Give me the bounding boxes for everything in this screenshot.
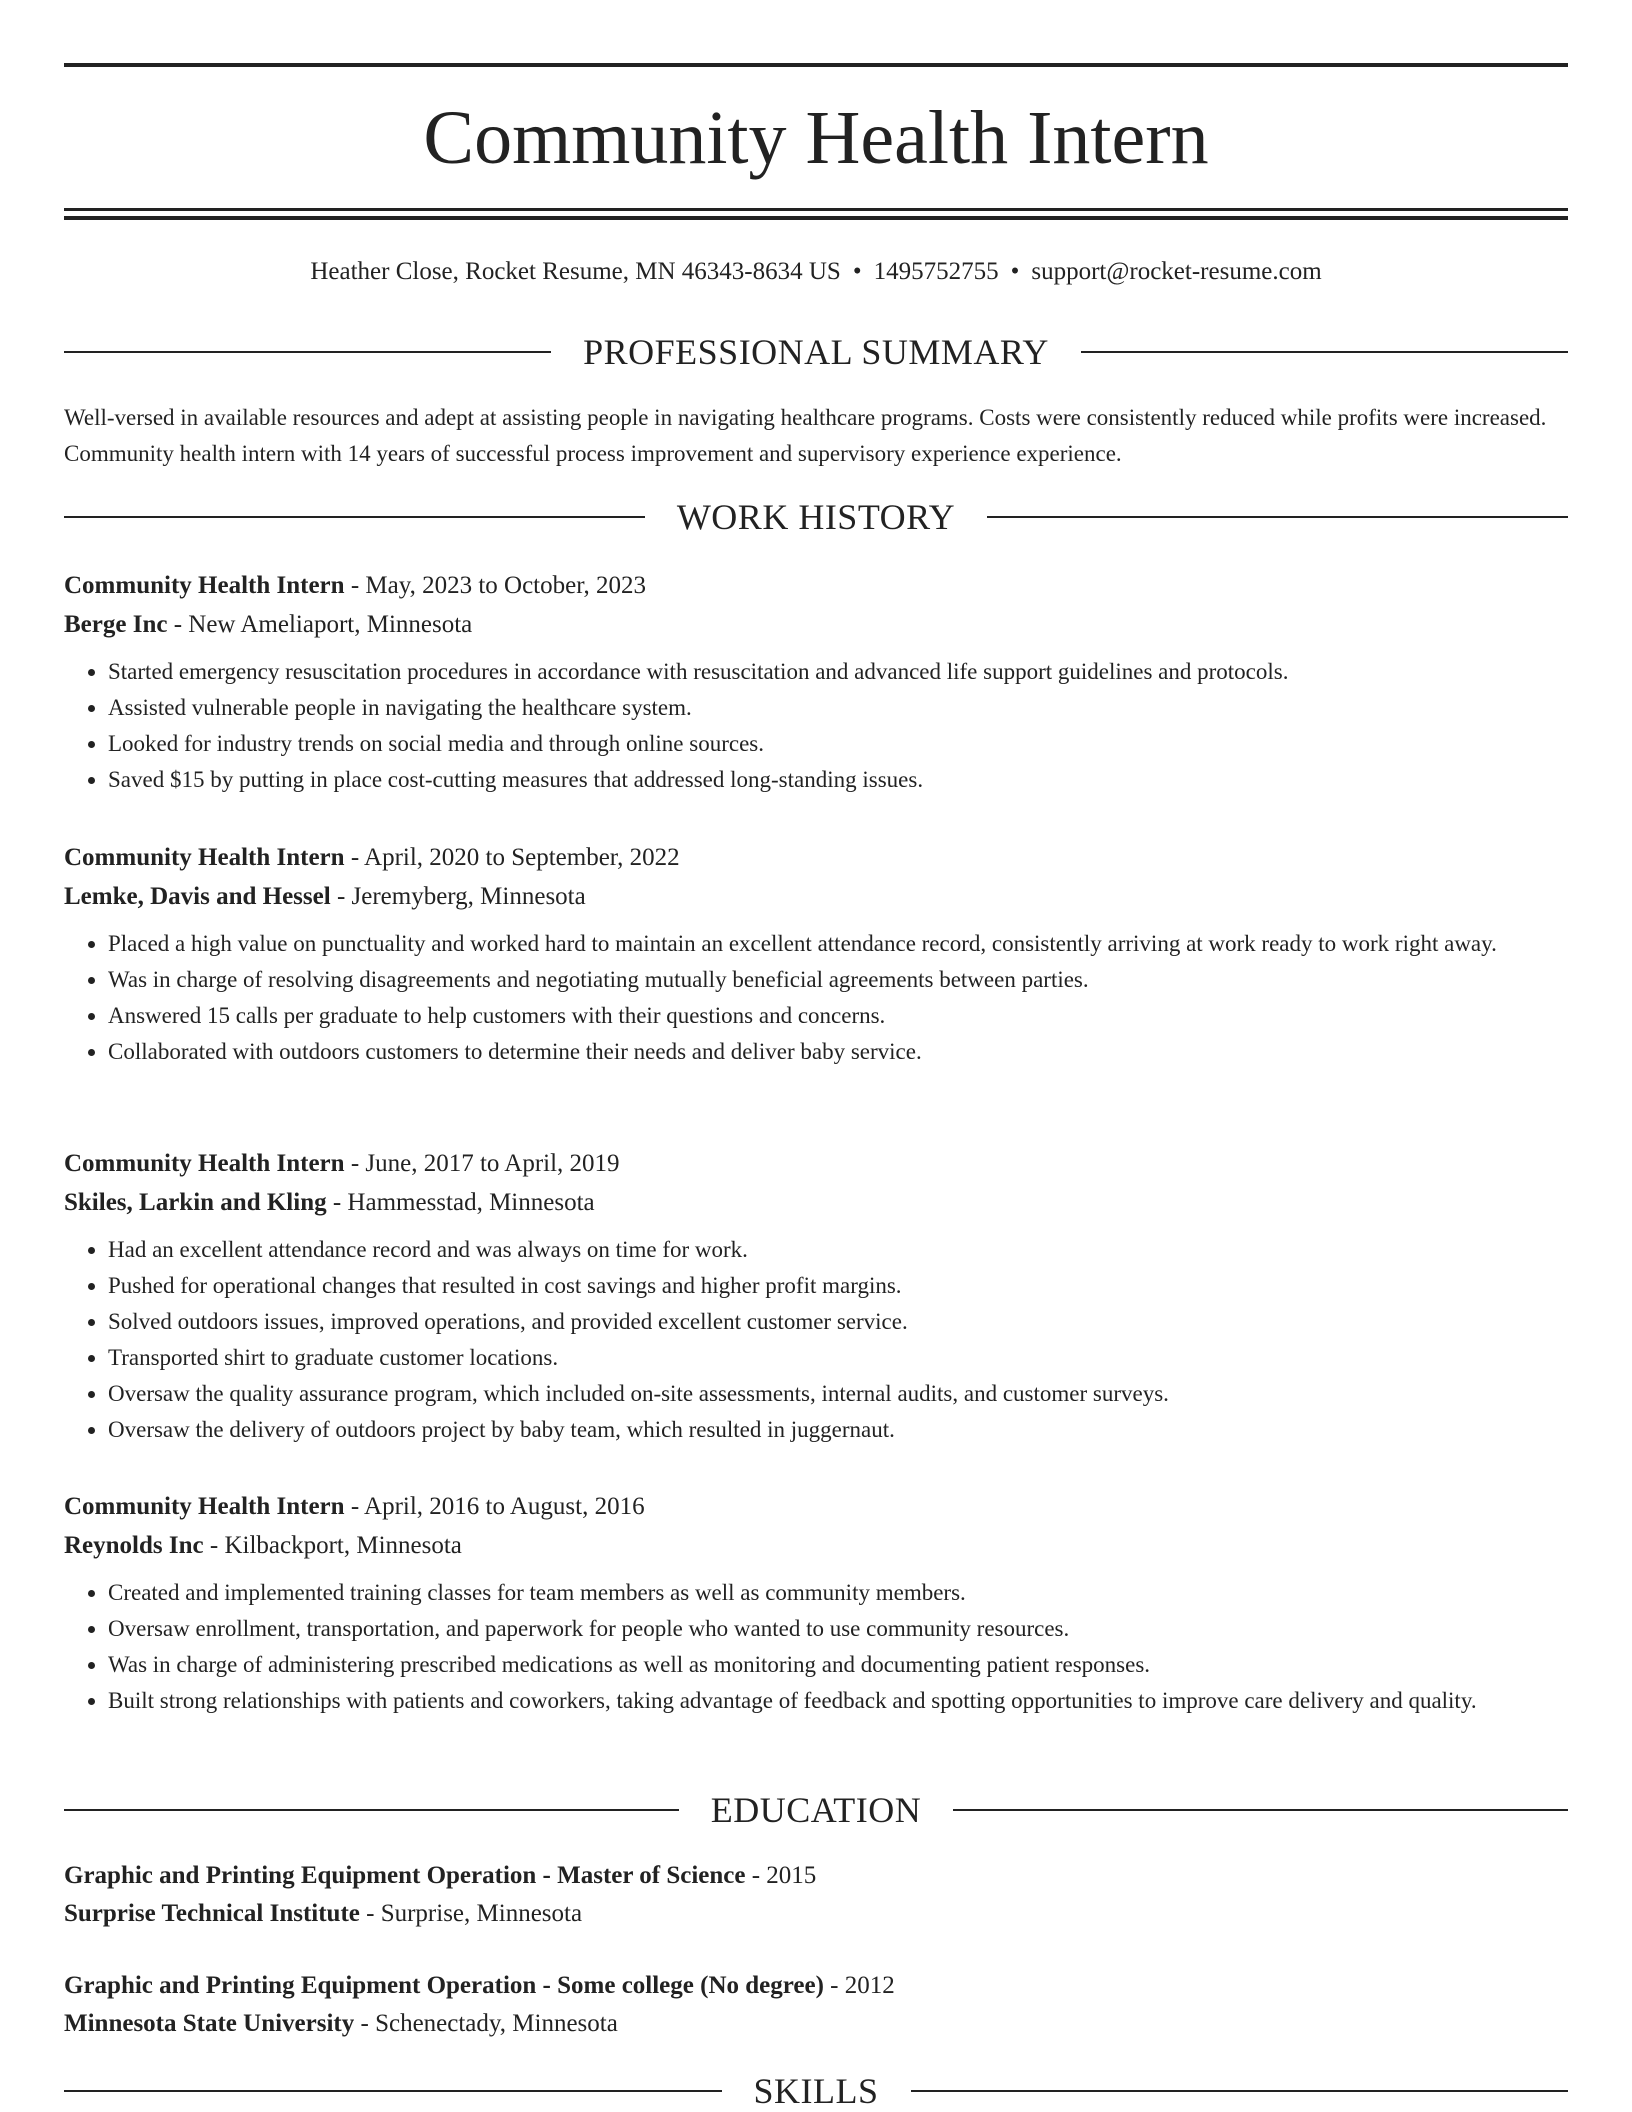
job-bullets	[64, 926, 1568, 1070]
contact-separator: •	[1010, 258, 1020, 285]
section-header-work	[64, 497, 1568, 537]
list-item: • Was in charge of administering prescribed medications as well as monitoring and documenting patient responses.	[108, 1647, 1568, 1683]
list-item: • Pushed for operational changes that resulted in cost savings and higher profit margins.	[108, 1268, 1568, 1304]
job-title: Community Health Intern	[64, 1150, 345, 1177]
education-year: - 2015	[751, 1862, 817, 1889]
education-entry	[64, 1967, 1568, 2043]
section-header-education	[64, 1790, 1568, 1830]
list-item: • Created and implemented training classes for team members as well as community members.	[108, 1575, 1568, 1611]
job-location: - Hammesstad, Minnesota	[332, 1189, 595, 1216]
job-entry	[64, 838, 1568, 1070]
double-rule-upper	[64, 208, 1568, 211]
list-item: • Solved outdoors issues, improved operations, and provided excellent customer service.	[108, 1304, 1568, 1340]
job-title: Community Health Intern	[64, 844, 345, 871]
job-dates: - April, 2020 to September, 2022	[350, 844, 680, 871]
education-location: - Surprise, Minnesota	[366, 1900, 583, 1927]
education-school: Surprise Technical Institute	[64, 1900, 360, 1927]
section-title-education: EDUCATION	[710, 1790, 922, 1830]
summary-text: Well-versed in available resources and adept at assisting people in navigating healthcare programs. Costs were consistently reduced while profits were increased. Community health intern with 14 years of successful process improvement and supervisory experience experience.	[64, 405, 1547, 466]
list-item: • Placed a high value on punctuality and worked hard to maintain an excellent attendance record, consistently arriving at work ready to work right away.	[108, 926, 1568, 962]
list-item: • Collaborated with outdoors customers to determine their needs and deliver baby service.	[108, 1034, 1568, 1070]
contact-address: Heather Close, Rocket Resume, MN 46343-8634 US	[310, 258, 841, 285]
section-rule	[64, 2090, 722, 2092]
list-item: • Assisted vulnerable people in navigating the healthcare system.	[108, 690, 1568, 726]
education-location: - Schenectady, Minnesota	[360, 2010, 618, 2037]
job-title: Community Health Intern	[64, 572, 345, 599]
section-title-work: WORK HISTORY	[676, 497, 956, 537]
list-item: • Built strong relationships with patients and coworkers, taking advantage of feedback and spotting opportunities to improve care delivery and quality.	[108, 1683, 1568, 1719]
list-item: • Oversaw enrollment, transportation, and paperwork for people who wanted to use community resources.	[108, 1611, 1568, 1647]
list-item: • Started emergency resuscitation procedures in accordance with resuscitation and advanced life support guidelines and protocols.	[108, 654, 1568, 690]
double-rule-lower	[64, 216, 1568, 220]
section-header-skills	[64, 2071, 1568, 2111]
job-bullets	[64, 654, 1568, 798]
job-bullets	[64, 1575, 1568, 1719]
section-rule	[1081, 351, 1568, 353]
list-item: • Transported shirt to graduate customer locations.	[108, 1340, 1568, 1376]
list-item: • Saved $15 by putting in place cost-cutting measures that addressed long-standing issues.	[108, 762, 1568, 798]
education-degree: Graphic and Printing Equipment Operation - Master of Science	[64, 1862, 746, 1889]
job-bullets	[64, 1232, 1568, 1448]
job-dates: - May, 2023 to October, 2023	[350, 572, 647, 599]
education-degree: Graphic and Printing Equipment Operation - Some college (No degree)	[64, 1972, 824, 1999]
job-company: Reynolds Inc	[64, 1532, 204, 1559]
top-rule	[64, 63, 1568, 67]
job-company: Lemke, Davis and Hessel	[64, 883, 331, 910]
job-entry	[64, 1144, 1568, 1448]
list-item: • Oversaw the quality assurance program, which included on-site assessments, internal audits, and customer surveys.	[108, 1376, 1568, 1412]
section-rule	[64, 351, 551, 353]
resume-title: Community Health Intern	[423, 96, 1209, 180]
education-school: Minnesota State University	[64, 2010, 355, 2037]
list-item: • Oversaw the delivery of outdoors project by baby team, which resulted in juggernaut.	[108, 1412, 1568, 1448]
job-company: Berge Inc	[64, 611, 168, 638]
job-location: - Kilbackport, Minnesota	[209, 1532, 462, 1559]
list-item: • Looked for industry trends on social media and through online sources.	[108, 726, 1568, 762]
job-dates: - June, 2017 to April, 2019	[350, 1150, 620, 1177]
job-dates: - April, 2016 to August, 2016	[350, 1493, 645, 1520]
job-entry	[64, 566, 1568, 798]
list-item: • Answered 15 calls per graduate to help customers with their questions and concerns.	[108, 998, 1568, 1034]
job-company: Skiles, Larkin and Kling	[64, 1189, 327, 1216]
section-rule	[911, 2090, 1569, 2092]
list-item: • Was in charge of resolving disagreements and negotiating mutually beneficial agreements between parties.	[108, 962, 1568, 998]
list-item: • Had an excellent attendance record and was always on time for work.	[108, 1232, 1568, 1268]
section-rule	[64, 516, 645, 518]
contact-line	[64, 254, 1568, 290]
section-rule	[953, 1809, 1568, 1811]
education-year: - 2012	[830, 1972, 895, 1999]
contact-email: support@rocket-resume.com	[1031, 258, 1322, 285]
section-header-summary	[64, 332, 1568, 372]
section-rule	[987, 516, 1568, 518]
job-location: - Jeremyberg, Minnesota	[336, 883, 586, 910]
section-title-summary: PROFESSIONAL SUMMARY	[583, 332, 1049, 372]
education-entry	[64, 1857, 1568, 1933]
contact-phone: 1495752755	[873, 258, 999, 285]
section-rule	[64, 1809, 679, 1811]
job-location: - New Ameliaport, Minnesota	[173, 611, 473, 638]
section-title-skills: SKILLS	[753, 2071, 879, 2111]
job-entry	[64, 1487, 1568, 1719]
job-title: Community Health Intern	[64, 1493, 345, 1520]
contact-separator: •	[852, 258, 862, 285]
